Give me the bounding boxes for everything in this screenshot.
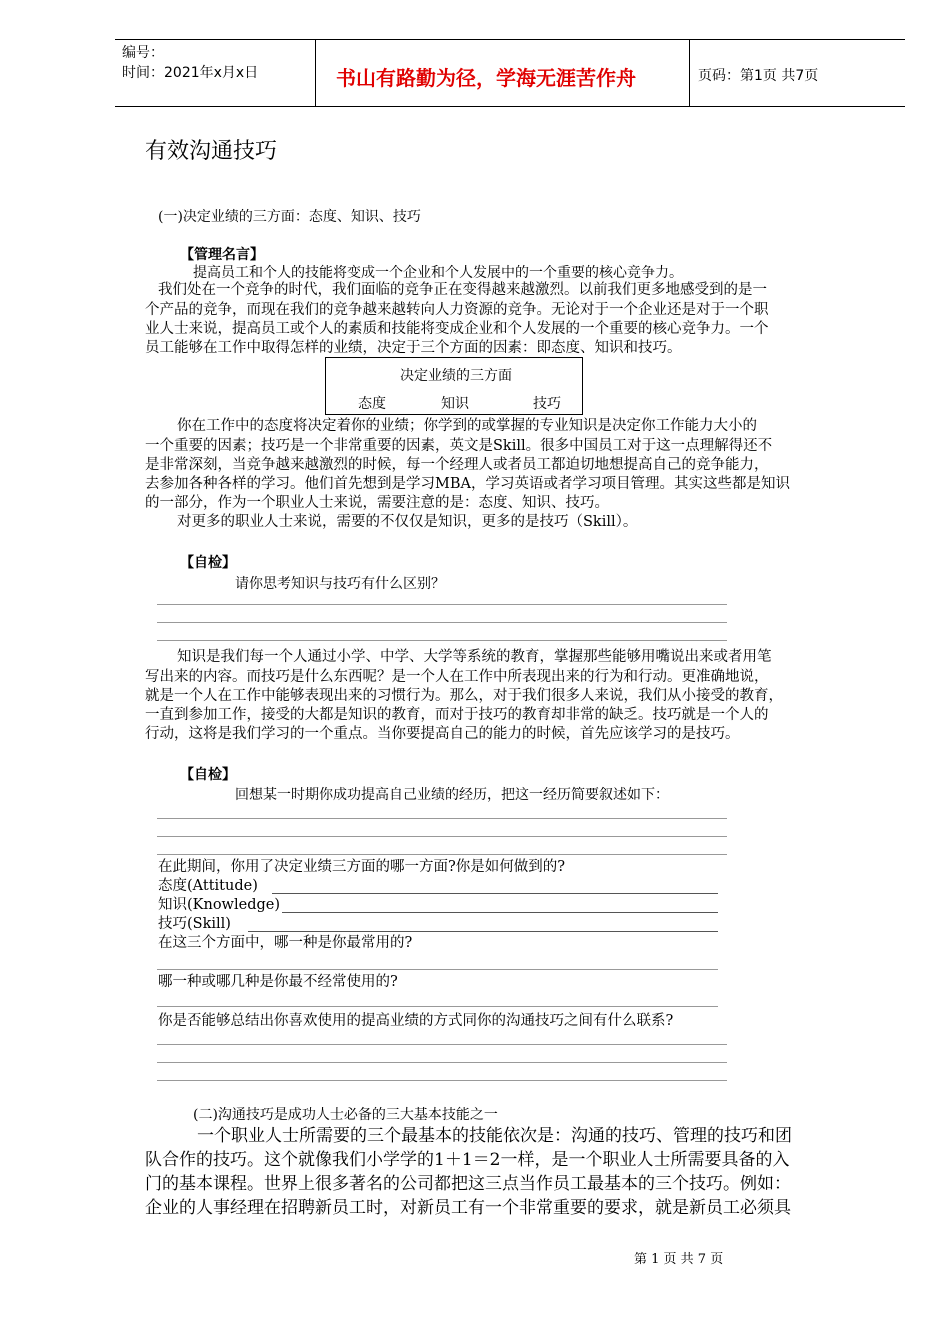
section-heading-1: (一)决定业绩的三方面：态度、知识、技巧 <box>158 209 421 225</box>
para4-line: 门的基本课程。世界上很多著名的公司都把这三点当作员工最基本的三个技巧。例如： <box>145 1174 791 1194</box>
para3-line: 一直到参加工作，接受的大都是知识的教育，而对于技巧的教育却非常的缺乏。技巧就是一个人的 <box>145 707 769 723</box>
para3-line: 行动，这将是我们学习的一个重点。当你要提高自己的能力的时候，首先应该学习的是技巧。 <box>145 726 740 742</box>
knowledge-answer-line[interactable] <box>282 912 718 913</box>
question-skill: 技巧(Skill) <box>158 916 231 932</box>
answer-line[interactable] <box>157 969 718 970</box>
question-link: 你是否能够总结出你喜欢使用的提高业绩的方式同你的沟通技巧之间有什么联系? <box>158 1013 674 1029</box>
para2-line: 去参加各种各样的学习。他们首先想到是学习MBA，学习英语或者学习项目管理。其实这些都是知识 <box>145 476 790 492</box>
question-most-used: 在这三个方面中，哪一种是你最常用的? <box>158 935 413 951</box>
para2-line: 的一部分，作为一个职业人士来说，需要注意的是：态度、知识、技巧。 <box>145 495 609 511</box>
answer-line[interactable] <box>157 1006 718 1007</box>
check1-question: 请你思考知识与技巧有什么区别？ <box>235 576 445 592</box>
para2-line: 对更多的职业人士来说，需要的不仅仅是知识，更多的是技巧（Skill）。 <box>177 514 638 530</box>
para3-line: 写出来的内容。而技巧是什么东西呢？是一个人在工作中所表现出来的行为和行动。更准确地说， <box>145 669 769 685</box>
para4-line: 一个职业人士所需要的三个最基本的技能依次是：沟通的技巧、管理的技巧和团 <box>197 1126 792 1146</box>
page-title: 有效沟通技巧 <box>145 139 278 164</box>
label-management-motto: 【管理名言】 <box>180 247 264 263</box>
para3-line: 知识是我们每一个人通过小学、中学、大学等系统的教育，掌握那些能够用嘴说出来或者用笔 <box>177 649 772 665</box>
answer-line[interactable] <box>157 640 727 641</box>
box-item-skill: 技巧 <box>533 396 561 412</box>
page-code: 页码：第1页 共7页 <box>698 68 819 84</box>
para1-line: 个产品的竞争，而现在我们的竞争越来越转向人力资源的竞争。无论对于一个企业还是对于一个职 <box>145 302 769 318</box>
check2-question: 回想某一时期你成功提高自己业绩的经历，把这一经历简要叙述如下： <box>235 787 669 803</box>
para1-line: 我们处在一个竞争的时代，我们面临的竞争正在变得越来越激烈。以前我们更多地感受到的是一 <box>158 282 767 298</box>
attitude-answer-line[interactable] <box>272 893 718 894</box>
answer-line[interactable] <box>157 1044 727 1045</box>
answer-line[interactable] <box>157 854 727 855</box>
question-attitude: 态度(Attitude) <box>158 878 258 894</box>
para2-line: 一个重要的因素；技巧是一个非常重要的因素，英文是Skill。很多中国员工对于这一点理解得还不 <box>145 438 773 454</box>
para4-line: 企业的人事经理在招聘新员工时，对新员工有一个非常重要的要求，就是新员工必须具 <box>145 1198 791 1218</box>
page-footer: 第 1 页 共 7 页 <box>634 1252 724 1267</box>
question-knowledge: 知识(Knowledge) <box>158 897 280 913</box>
answer-line[interactable] <box>157 818 727 819</box>
header-motto: 书山有路勤为径，学海无涯苦作舟 <box>336 66 636 90</box>
para1-line: 员工能够在工作中取得怎样的业绩，决定于三个方面的因素：即态度、知识和技巧。 <box>145 340 682 356</box>
question-least-used: 哪一种或哪几种是你最不经常使用的? <box>158 974 398 990</box>
para2-line: 你在工作中的态度将决定着你的业绩；你学到的或掌握的专业知识是决定你工作能力大小的 <box>177 418 757 434</box>
para3-line: 就是一个人在工作中能够表现出来的习惯行为。那么，对于我们很多人来说，我们从小接受的教育， <box>145 688 783 704</box>
label-self-check: 【自检】 <box>180 555 236 571</box>
skill-answer-line[interactable] <box>248 931 718 932</box>
para1-line: 业人士来说，提高员工或个人的素质和技能将变成企业和个人发展的一个重要的核心竞争力。一个 <box>145 321 769 337</box>
answer-line[interactable] <box>157 604 727 605</box>
box-item-knowledge: 知识 <box>441 396 469 412</box>
para2-line: 是非常深刻，当竞争越来越激烈的时候，每一个经理人或者员工都迫切地想提高自己的竞争能力， <box>145 457 769 473</box>
answer-line[interactable] <box>157 836 727 837</box>
date-label: 时间：2021年x月x日 <box>122 65 259 81</box>
quote-text: 提高员工和个人的技能将变成一个企业和个人发展中的一个重要的核心竞争力。 <box>193 265 683 281</box>
para4-line: 队合作的技巧。这个就像我们小学学的1＋1＝2一样，是一个职业人士所需要具备的入 <box>145 1150 790 1170</box>
answer-line[interactable] <box>157 1062 727 1063</box>
box-title: 决定业绩的三方面 <box>400 368 512 384</box>
answer-line[interactable] <box>157 1080 727 1081</box>
serial-label: 编号： <box>122 45 164 61</box>
question-period: 在此期间，你用了决定业绩三方面的哪一方面?你是如何做到的? <box>158 859 566 875</box>
section-heading-2: (二)沟通技巧是成功人士必备的三大基本技能之一 <box>193 1107 498 1123</box>
label-self-check: 【自检】 <box>180 767 236 783</box>
answer-line[interactable] <box>157 622 727 623</box>
box-item-attitude: 态度 <box>358 396 386 412</box>
